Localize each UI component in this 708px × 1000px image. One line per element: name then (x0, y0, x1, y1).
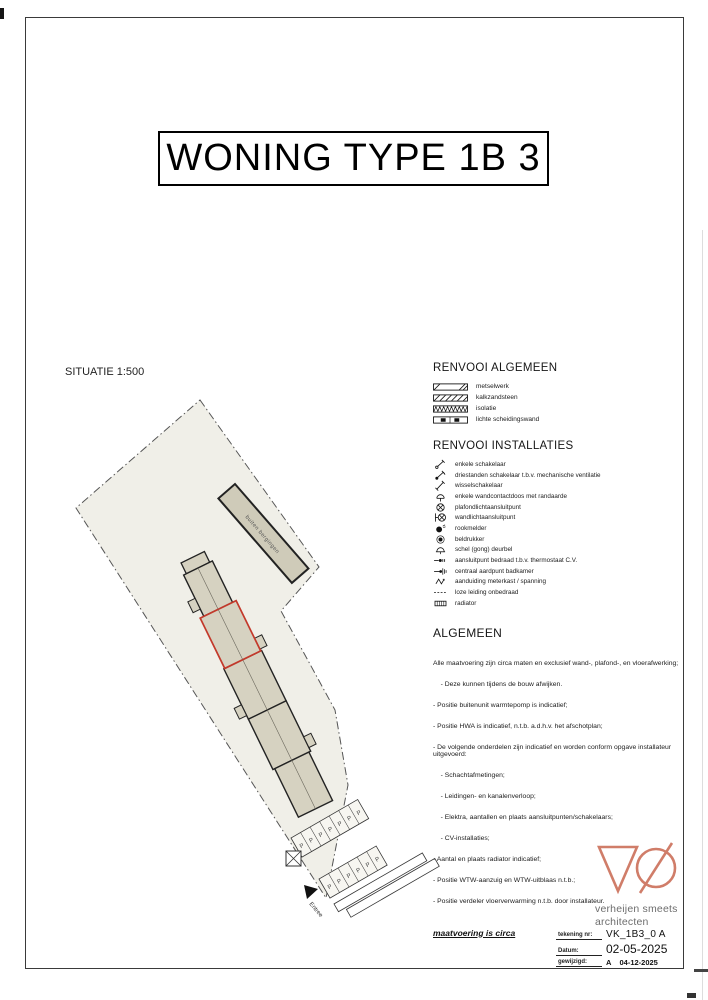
ceiling-light-point-icon (433, 502, 448, 513)
revision-value: A 04-12-2025 (606, 958, 658, 967)
doorbell-gong-icon (433, 544, 448, 555)
date-value: 02-05-2025 (606, 942, 668, 956)
legend-item-label: isolatie (476, 405, 497, 412)
switch-single-icon (433, 459, 448, 470)
logo-triangle (599, 847, 637, 891)
legend-item (433, 403, 687, 414)
hatch-isolatie-icon (433, 405, 468, 413)
entrance-arrow-icon (304, 885, 318, 899)
legend-item (433, 598, 687, 609)
parcel-boundary (76, 400, 348, 898)
parking-stall-label: P (318, 831, 325, 840)
utility-box (286, 851, 301, 866)
renvooi-algemeen-heading: RENVOOI ALGEMEEN (433, 362, 558, 374)
legend-item (433, 523, 687, 534)
scan-artifact (687, 993, 696, 998)
date-label: Datum: (556, 948, 602, 956)
note-line: - Elektra, aantallen en plaats aansluitpunten/schakelaars; (433, 813, 613, 821)
note-line: - Deze kunnen tijdens de bouw afwijken. (433, 680, 563, 688)
legend-item-label: plafondlichtaansluitpunt (455, 503, 521, 511)
firm-name (595, 903, 678, 928)
legend-item (433, 459, 687, 470)
note-line: - Positie verdeler vloerverwarming n.t.b. door installateur. (433, 897, 605, 905)
legend-item (433, 512, 687, 523)
hatch-lichte-scheidingswand-icon (433, 416, 468, 424)
title-block-row (556, 929, 683, 940)
legend-item-label: wisselschakelaar (455, 482, 503, 490)
radiator-icon (433, 598, 448, 609)
legend-item-label: kalkzandsteen (476, 394, 518, 401)
note-line: - CV-installaties; (433, 834, 490, 842)
legend-item-label: centraal aardpunt badkamer (455, 567, 534, 575)
algemeen-heading: ALGEMEEN (433, 625, 503, 640)
page-title: WONING TYPE 1B 3 (166, 137, 541, 179)
parking-stall-label: P (356, 809, 363, 818)
firm-name-line2: architecten (595, 915, 649, 928)
legend-item (433, 545, 687, 556)
note-line: - Aantal en plaats radiator indicatief; (433, 855, 542, 863)
hatch-kalkzandsteen-icon (433, 394, 468, 402)
legend-item (433, 502, 687, 513)
title-block-row (556, 942, 683, 956)
legend-item-label: rookmelder (455, 524, 487, 532)
note-line: - Positie HWA is indicatief, n.t.b. a.d.h.v. het afschotplan; (433, 722, 603, 730)
legend-item (433, 491, 687, 502)
legend-item (433, 414, 687, 425)
legend-item-label: loze leiding onbedraad (455, 589, 519, 597)
switch-three-position-icon (433, 470, 448, 481)
legend-item-label: aansluitpunt bedraad t.b.v. thermostaat C.V. (455, 557, 578, 565)
legend-item-label: lichte scheidingswand (476, 416, 540, 423)
legend-item-label: enkele wandcontactdoos met randaarde (455, 492, 568, 500)
note-line: - Positie WTW-aanzuig en WTW-uitblaas n.t.b.; (433, 876, 576, 884)
berging-label: buiten bergingen (243, 514, 281, 556)
legend-item-label: driestanden schakelaar t.b.v. mechanische ventilatie (455, 471, 601, 479)
legend-item (433, 534, 687, 545)
legend-item-label: metselwerk (476, 383, 509, 390)
legend-item (433, 577, 687, 588)
revision-label: gewijzigd: (556, 959, 602, 967)
legend-item-label: beldrukker (455, 535, 485, 543)
drawing-title-box (158, 131, 549, 186)
legend-item (433, 470, 687, 481)
site-plan-drawing (58, 385, 440, 945)
note-line: - Schachtafmetingen; (433, 771, 505, 779)
switch-two-way-icon (433, 480, 448, 491)
socket-earthed-icon (433, 491, 448, 502)
parking-stall-label: P (336, 878, 344, 886)
parking-stall-label: P (337, 820, 344, 829)
earth-point-icon (433, 566, 448, 577)
note-line: - De volgende onderdelen zijn indicatief en worden conform opgave installateur uitgevoerd: (433, 743, 673, 758)
parking-stall-label: P (327, 883, 334, 892)
parking-stall-label: P (374, 856, 382, 864)
bell-push-icon (433, 534, 448, 545)
legend-item (433, 566, 687, 577)
scan-artifact (694, 969, 708, 972)
empty-conduit-icon (433, 587, 448, 598)
parking-stall-label: P (365, 861, 372, 870)
note-line: - Leidingen- en kanalenverloop; (433, 792, 536, 800)
legend-item-label: schel (gong) deurbel (455, 546, 513, 554)
drawing-number-value: VK_1B3_0 A (606, 929, 666, 940)
legend-item-label: wandlichtaansluitpunt (455, 514, 516, 522)
page-edge-line (702, 230, 703, 1000)
legend-item (433, 480, 687, 491)
hatch-metselwerk-icon (433, 383, 468, 391)
firm-name-line1: verheijen smeets (595, 903, 678, 915)
note-line: Alle maatvoering zijn circa maten en exclusief wand-, plafond-, en vloerafwerking; (433, 659, 679, 667)
maatvoering-footnote: maatvoering is circa (433, 927, 516, 938)
parking-stall-label: P (346, 815, 354, 823)
legend-item (433, 587, 687, 598)
legend-item-label: aanduiding meterkast / spanning (455, 578, 547, 586)
wall-light-point-icon (433, 512, 448, 523)
parking-stall-label: P (299, 842, 306, 851)
parking-stall-label: P (346, 872, 353, 881)
title-block (556, 929, 683, 969)
meter-cabinet-icon (433, 576, 448, 587)
smoke-detector-icon (433, 523, 448, 534)
note-line: - Positie buitenunit warmtepomp is indicatief; (433, 701, 568, 709)
legend-item (433, 555, 687, 566)
logo-slash (640, 843, 672, 893)
parking-stall-label: P (327, 826, 335, 834)
legend-item (433, 392, 687, 403)
parking-stall-label: P (308, 837, 316, 845)
parking-stall-label: P (355, 867, 363, 875)
situatie-scale-label: SITUATIE 1:500 (65, 366, 145, 378)
title-block-row (556, 958, 683, 967)
architect-logo (593, 841, 681, 899)
drawing-number-label: tekening nr: (556, 932, 602, 940)
entrance-label: Entree (307, 901, 324, 919)
thermostat-point-icon (433, 555, 448, 566)
legend-item-label: enkele schakelaar (455, 460, 506, 468)
legend-item-label: radiator (455, 599, 477, 607)
scan-artifact (0, 8, 4, 19)
legend-item (433, 381, 687, 392)
renvooi-installaties-heading: RENVOOI INSTALLATIES (433, 440, 574, 452)
